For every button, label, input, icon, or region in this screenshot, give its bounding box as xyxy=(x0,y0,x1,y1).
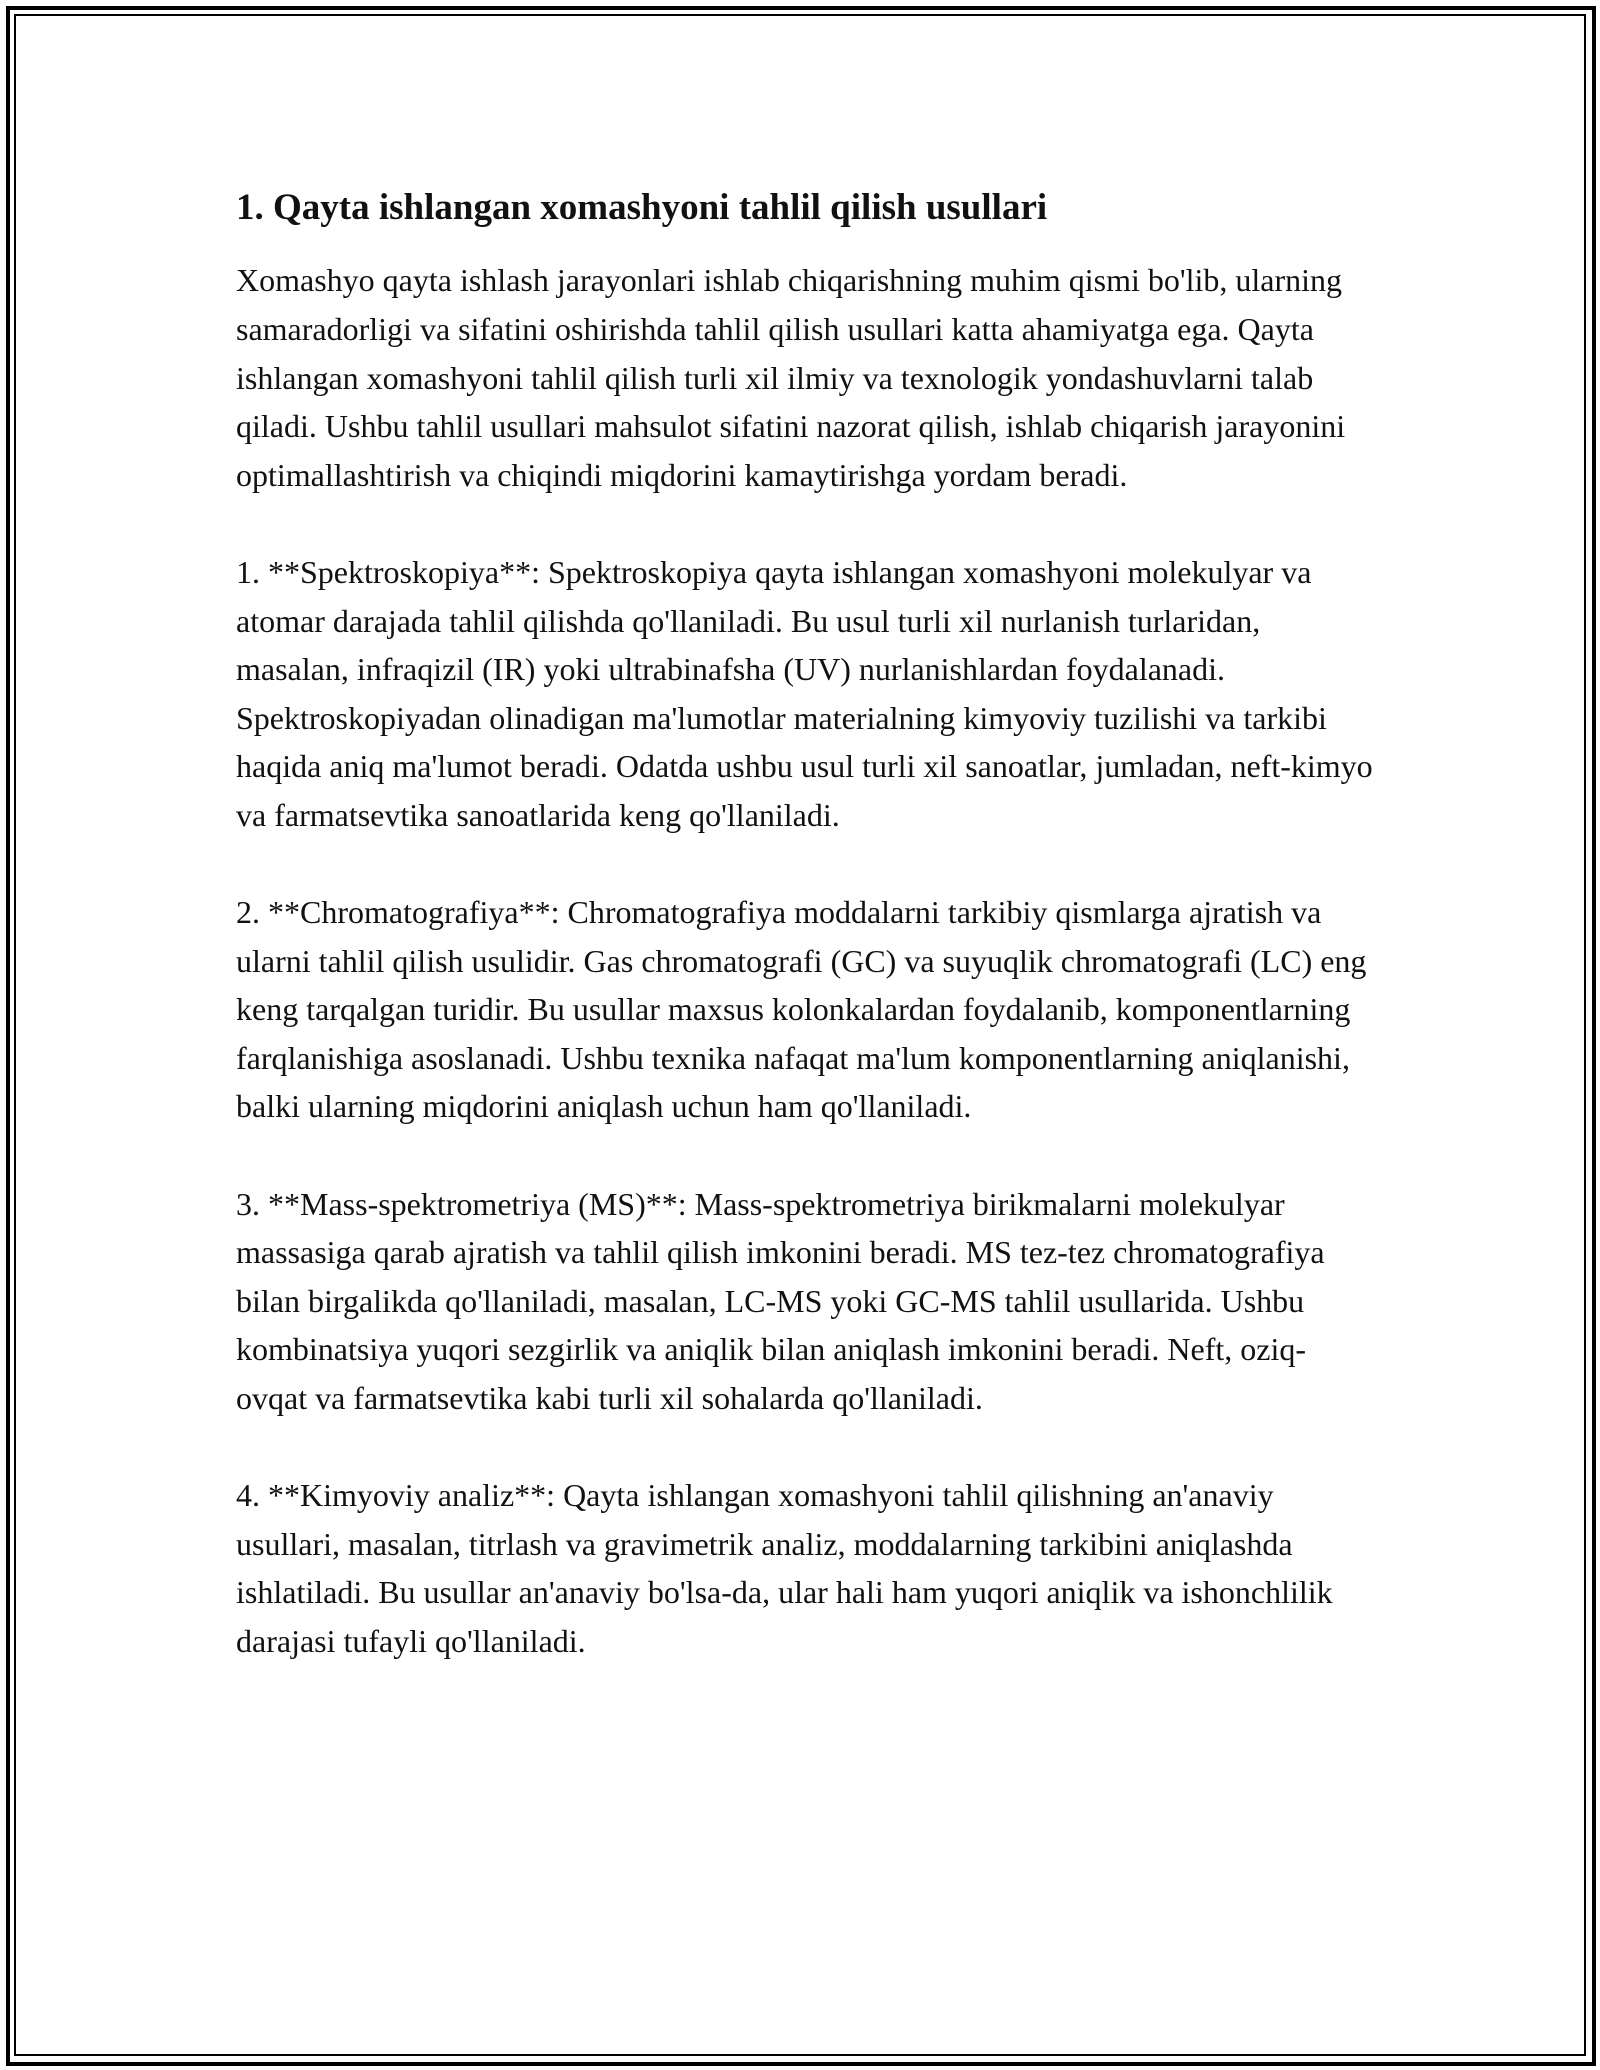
paragraph-gap xyxy=(236,499,1376,548)
mass-spectrometry-paragraph: 3. **Mass-spektrometriya (MS)**: Mass-spektrometriya birikmalarni molekulyar massasiga qarab ajratish va tahlil qilish imkonini beradi. MS tez-tez chromatografiya bilan birgalikda qo'llaniladi, masalan, LC-MS yoki GC-MS tahlil usullarida. Ushbu kombinatsiya yuqori sezgirlik va aniqlik bilan aniqlash imkonini beradi. Neft, oziq-ovqat va farmatsevtika kabi turli xil sohalarda qo'llaniladi. xyxy=(236,1185,1325,1417)
section-heading: 1. Qayta ishlangan xomashyoni tahlil qilish usullari xyxy=(236,187,1048,228)
document-body xyxy=(236,186,1376,1666)
spectroscopy-paragraph: 1. **Spektroskopiya**: Spektroskopiya qayta ishlangan xomashyoni molekulyar va atomar darajada tahlil qilishda qo'llaniladi. Bu usul turli xil nurlanish turlaridan, masalan, infraqizil (IR) yoki ultrabinafsha (UV) nurlanishlardan foydalanadi. Spektroskopiyadan olinadigan ma'lumotlar materialning kimyoviy tuzilishi va tarkibi haqida aniq ma'lumot beradi. Odatda ushbu usul turli xil sanoatlar, jumladan, neft-kimyo va farmatsevtika sanoatlarida keng qo'llaniladi. xyxy=(236,553,1373,833)
paragraph-gap xyxy=(236,840,1376,889)
chromatography-paragraph: 2. **Chromatografiya**: Chromatografiya moddalarni tarkibiy qismlarga ajratish va ularni tahlil qilish usulidir. Gas chromatografi (GC) va suyuqlik chromatografi (LC) eng keng tarqalgan turidir. Bu usullar maxsus kolonkalardan foydalanib, komponentlarning farqlanishiga asoslanadi. Ushbu texnika nafaqat ma'lum komponentlarning aniqlanishi, balki ularning miqdorini aniqlash uchun ham qo'llaniladi. xyxy=(236,894,1367,1125)
intro-paragraph: Xomashyo qayta ishlash jarayonlari ishlab chiqarishning muhim qismi bo'lib, ularning samaradorligi va sifatini oshirishda tahlil qilish usullari katta ahamiyatga ega. Qayta ishlangan xomashyoni tahlil qilish turli xil ilmiy va texnologik yondashuvlarni talab qiladi. Ushbu tahlil usullari mahsulot sifatini nazorat qilish, ishlab chiqarish jarayonini optimallashtirish va chiqindi miqdorini kamaytirishga yordam beradi. xyxy=(236,262,1346,493)
chemical-analysis-paragraph: 4. **Kimyoviy analiz**: Qayta ishlangan xomashyoni tahlil qilishning an'anaviy usullari, masalan, titrlash va gravimetrik analiz, moddalarning tarkibini aniqlashda ishlatiladi. Bu usullar an'anaviy bo'lsa-da, ular hali ham yuqori aniqlik va ishonchlilik darajasi tufayli qo'llaniladi. xyxy=(236,1477,1333,1660)
paragraph-gap xyxy=(236,1423,1376,1472)
paragraph-gap xyxy=(236,1131,1376,1180)
